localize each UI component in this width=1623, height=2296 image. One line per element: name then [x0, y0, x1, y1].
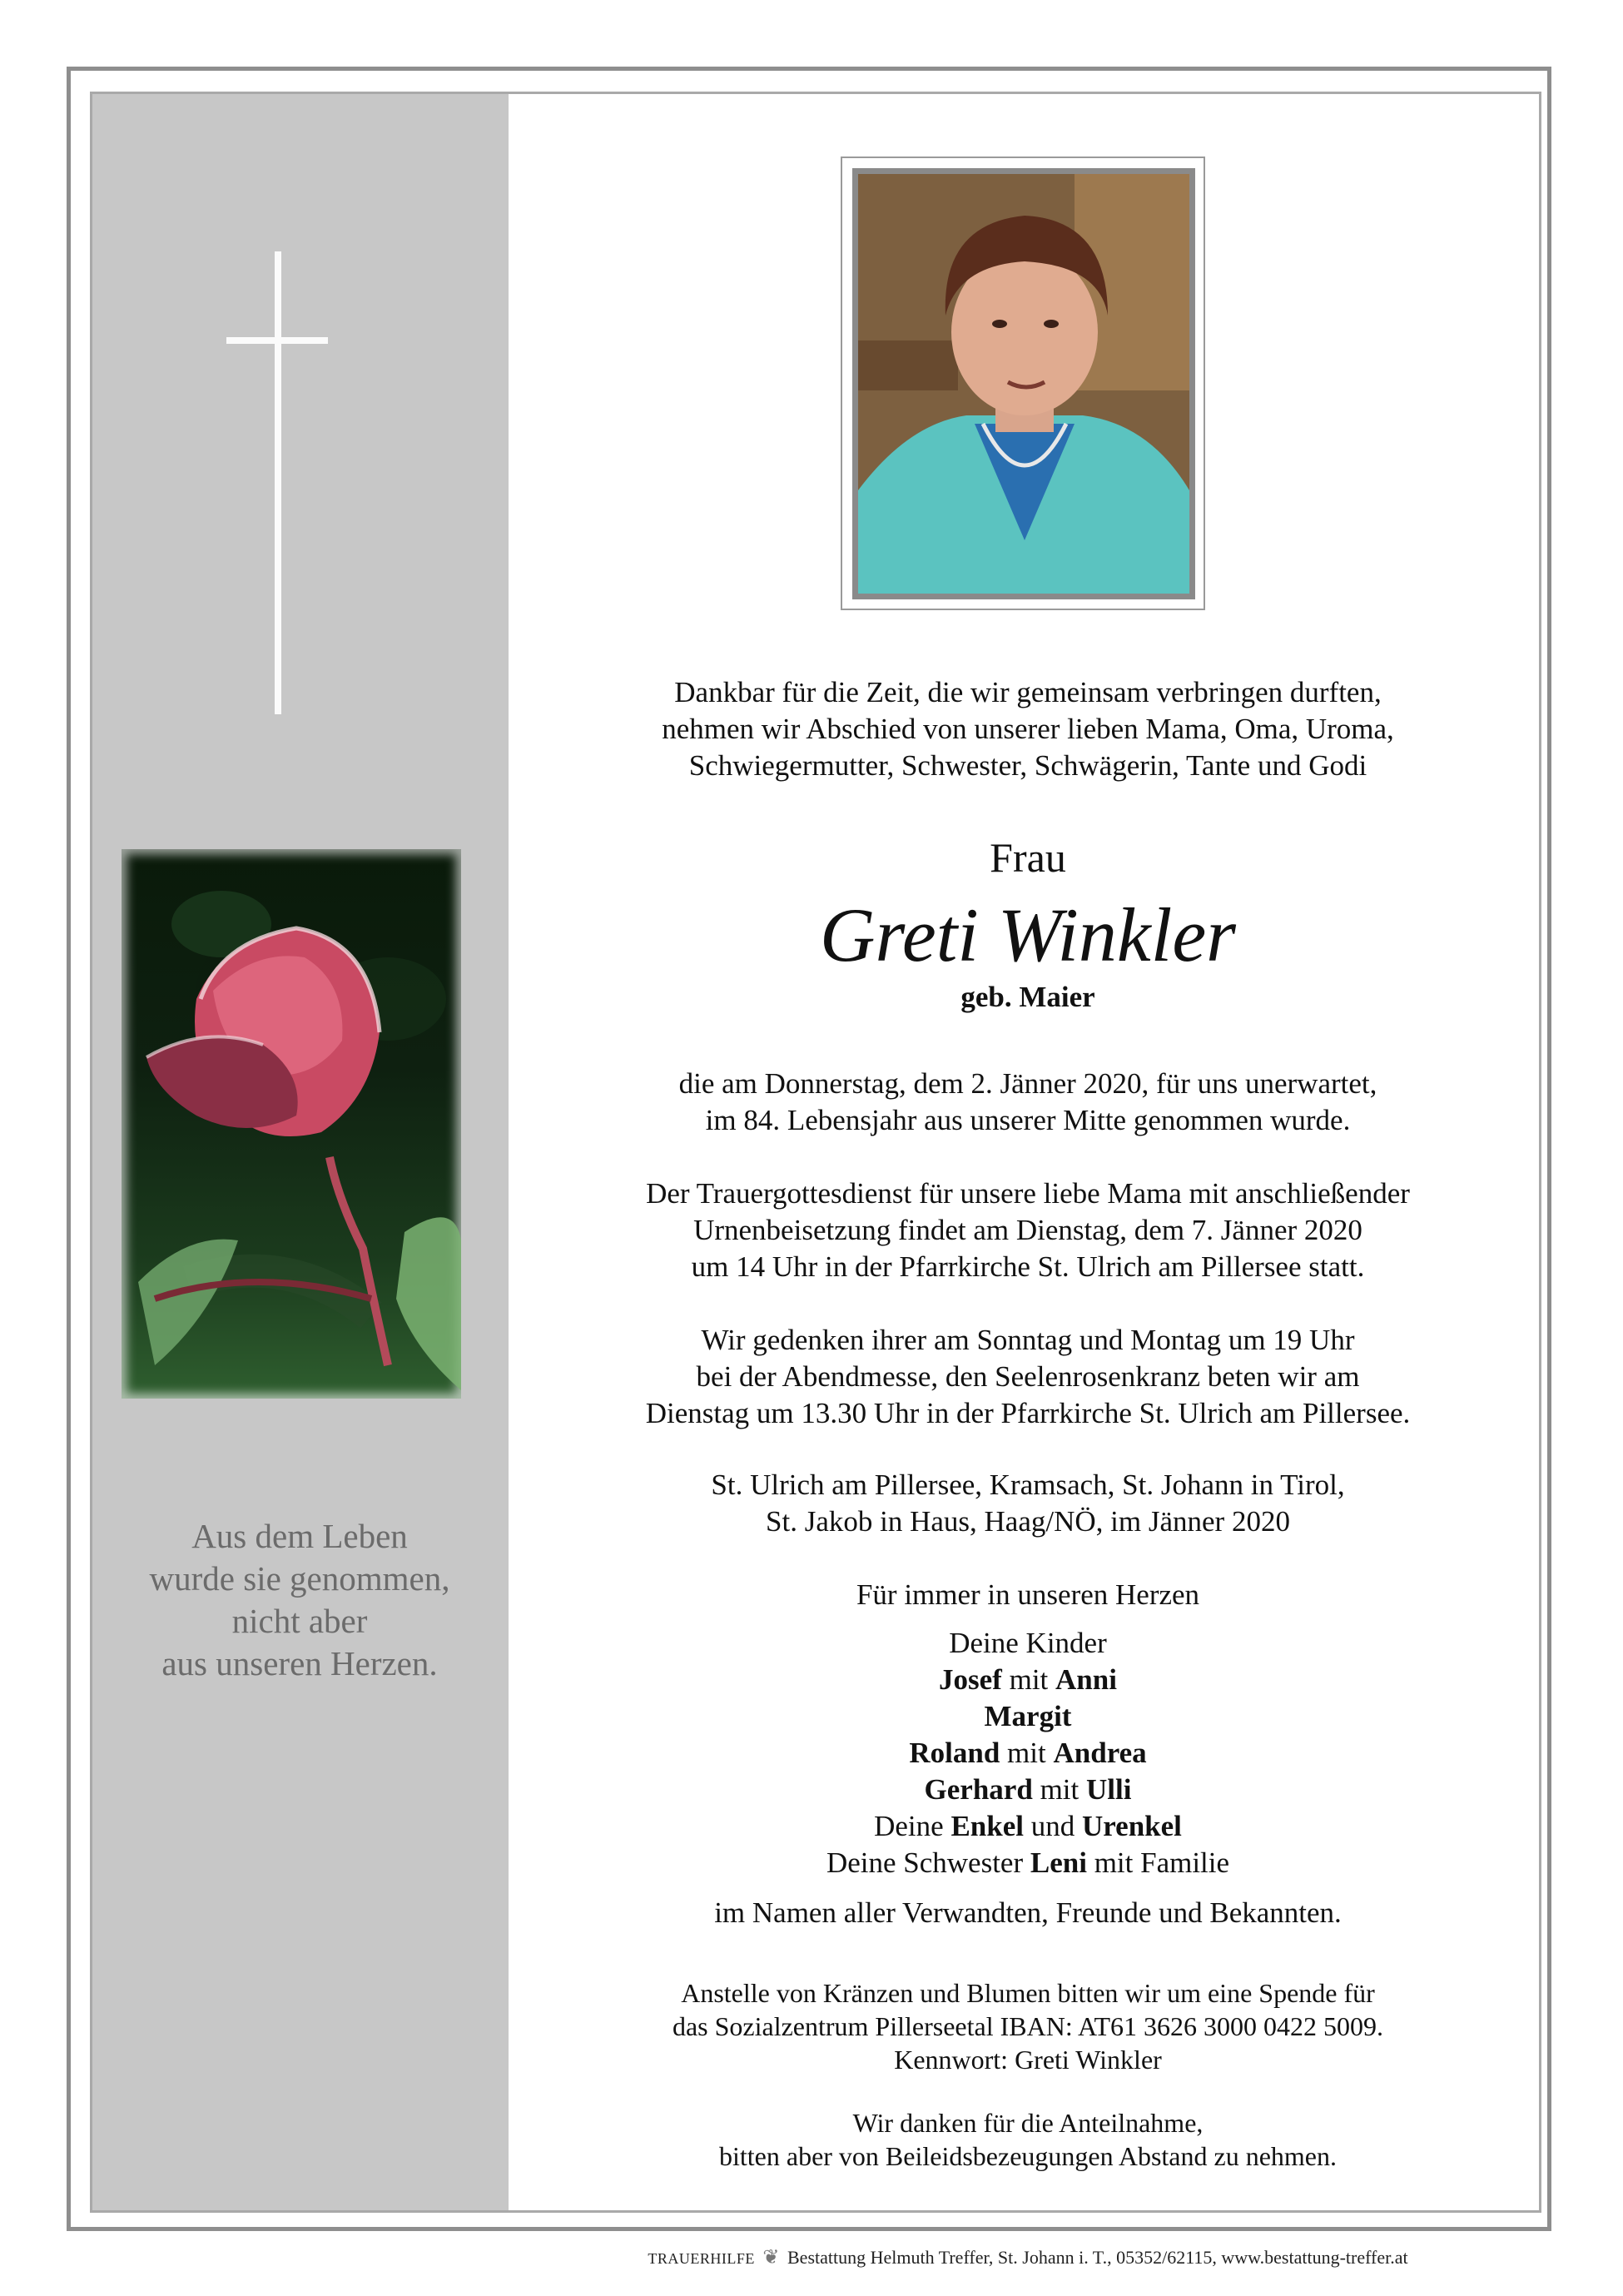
mourner-connector: mit — [1009, 1663, 1049, 1696]
cross-icon — [275, 251, 281, 714]
service-line: Urnenbeisetzung findet am Dienstag, dem 7. Jänner 2020 — [693, 1214, 1362, 1246]
death-line: im 84. Lebensjahr aus unserer Mitte genommen wurde. — [705, 1104, 1351, 1136]
mourner-name: Gerhard — [924, 1773, 1033, 1806]
intro-line: Schwiegermutter, Schwester, Schwägerin, Tante und Godi — [688, 749, 1367, 782]
thanks-info — [549, 2106, 1506, 2173]
footer — [549, 2246, 1506, 2270]
mourner-name: Enkel — [950, 1810, 1024, 1842]
mourner-name: Anni — [1055, 1663, 1117, 1696]
quote-line: aus unseren Herzen. — [161, 1644, 438, 1682]
quote-line: Aus dem Leben — [191, 1517, 408, 1555]
place-line: St. Ulrich am Pillersee, Kramsach, St. Johann in Tirol, — [711, 1469, 1345, 1501]
death-notice — [549, 1066, 1506, 1139]
mourner-line — [549, 1845, 1506, 1881]
mourner-connector: mit — [1007, 1737, 1046, 1769]
leaf-icon: ❦ — [762, 2247, 780, 2269]
remembrance-line: bei der Abendmesse, den Seelenrosenkranz beten wir am — [696, 1360, 1360, 1393]
quote-line: nicht aber — [231, 1602, 368, 1640]
donation-line: Anstelle von Kränzen und Blumen bitten wir um eine Spende für — [681, 1978, 1375, 2008]
mourner-line — [549, 1772, 1506, 1808]
donation-line: das Sozialzentrum Pillerseetal IBAN: AT61 3626 3000 0422 5009. — [672, 2011, 1384, 2041]
place-line: St. Jakob in Haus, Haag/NÖ, im Jänner 2020 — [766, 1505, 1290, 1538]
birth-name: geb. Maier — [960, 981, 1095, 1013]
intro-line: Dankbar für die Zeit, die wir gemeinsam verbringen durften, — [674, 676, 1382, 708]
remembrance-line: Wir gedenken ihrer am Sonntag und Montag um 19 Uhr — [701, 1324, 1355, 1356]
mourner-name: Andrea — [1053, 1737, 1147, 1769]
donation-line: Kennwort: Greti Winkler — [894, 2045, 1162, 2075]
mourner-name: Margit — [984, 1700, 1072, 1732]
mourners-list — [549, 1625, 1506, 1931]
mourner-name: Ulli — [1086, 1773, 1132, 1806]
remembrance-line: Dienstag um 13.30 Uhr in der Pfarrkirche St. Ulrich am Pillersee. — [645, 1397, 1411, 1429]
donation-info — [549, 1976, 1506, 2076]
mourner-line — [549, 1698, 1506, 1735]
footer-brand: TRAUERHILFE — [648, 2250, 755, 2267]
thanks-line: Wir danken für die Anteilnahme, — [852, 2108, 1204, 2138]
death-line: die am Donnerstag, dem 2. Jänner 2020, für uns unerwartet, — [678, 1067, 1377, 1100]
quote-line: wurde sie genommen, — [149, 1559, 450, 1598]
thanks-line: bitten aber von Beileidsbezeugungen Abstand zu nehmen. — [718, 2141, 1337, 2171]
mourner-connector: Deine — [874, 1810, 944, 1842]
side-quote — [100, 1515, 499, 1685]
forever-line — [549, 1577, 1506, 1613]
intro-text — [549, 674, 1506, 784]
footer-text: Bestattung Helmuth Treffer, St. Johann i. T., 05352/62115, www.bestattung-treffer.at — [787, 2247, 1408, 2268]
on-behalf-line: im Namen aller Verwandten, Freunde und Bekannten. — [714, 1896, 1342, 1929]
forever-text: Für immer in unseren Herzen — [856, 1578, 1200, 1611]
service-line: um 14 Uhr in der Pfarrkirche St. Ulrich am Pillersee statt. — [691, 1250, 1365, 1283]
service-line: Der Trauergottesdienst für unsere liebe Mama mit anschließender — [646, 1177, 1410, 1210]
deceased-name: Greti Winkler — [820, 892, 1236, 977]
mourner-name: Urenkel — [1081, 1810, 1182, 1842]
cross-icon-bar — [226, 337, 328, 344]
mourner-name: Leni — [1030, 1846, 1087, 1879]
mourner-name: Josef — [939, 1663, 1002, 1696]
portrait-photo — [852, 168, 1195, 599]
intro-line: nehmen wir Abschied von unserer lieben Mama, Oma, Uroma, — [662, 713, 1394, 745]
mourner-connector: Deine Schwester — [826, 1846, 1024, 1879]
mourner-line — [549, 1808, 1506, 1845]
mourner-connector: mit Familie — [1094, 1846, 1230, 1879]
mourner-line — [549, 1735, 1506, 1772]
mourner-line — [549, 1662, 1506, 1698]
place-date — [549, 1467, 1506, 1540]
mourner-connector: mit — [1040, 1773, 1080, 1806]
mourner-connector: und — [1030, 1810, 1075, 1842]
salutation: Frau — [990, 834, 1066, 881]
rose-image — [122, 849, 461, 1399]
service-info — [549, 1175, 1506, 1285]
mourner-name: Roland — [909, 1737, 1000, 1769]
remembrance-info — [549, 1322, 1506, 1432]
children-label: Deine Kinder — [949, 1627, 1107, 1659]
